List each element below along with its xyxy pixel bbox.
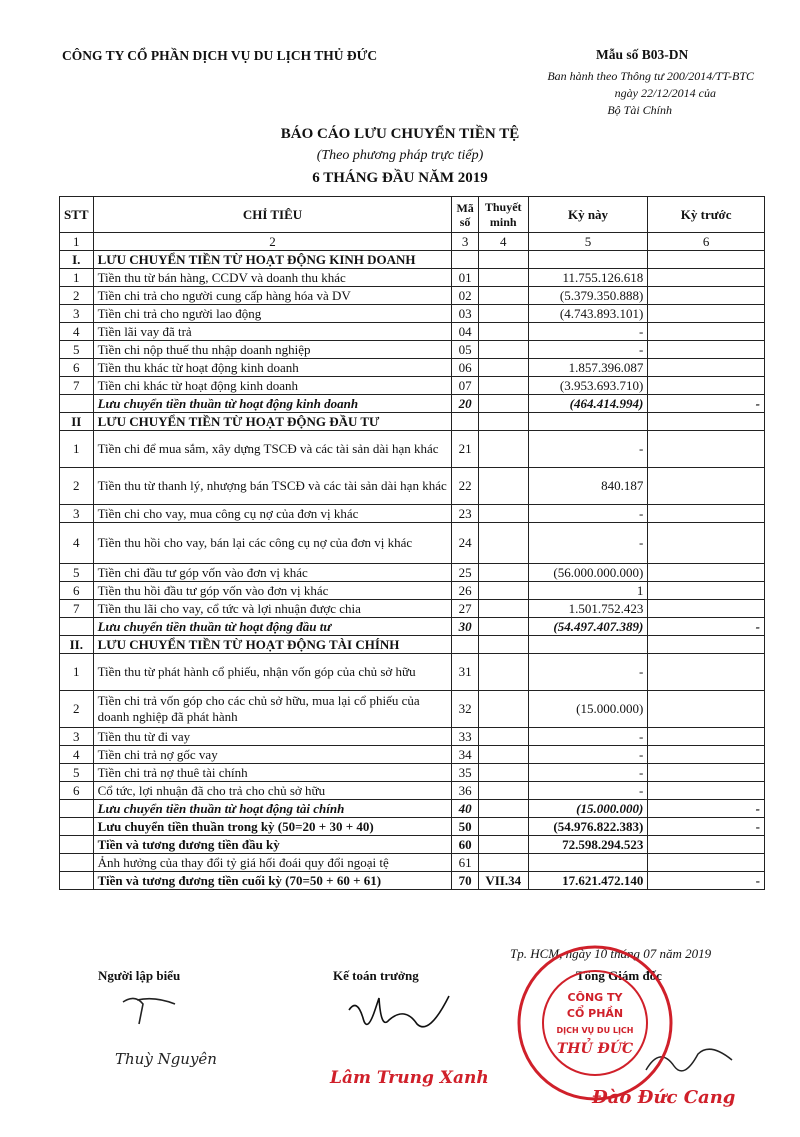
index-cell: 5 <box>528 233 648 251</box>
cell-item: Lưu chuyển tiền thuần từ hoạt động kinh doanh <box>93 395 452 413</box>
cell-current: (56.000.000.000) <box>528 564 648 582</box>
cell-code: 01 <box>452 269 478 287</box>
cell-code <box>452 251 478 269</box>
cell-item: Tiền và tương đương tiền cuối kỳ (70=50 + 60 + 61) <box>93 872 452 890</box>
cell-current <box>528 251 648 269</box>
table-row <box>60 636 765 654</box>
cell-item: Lưu chuyển tiền thuần trong kỳ (50=20 + 30 + 40) <box>93 818 452 836</box>
cell-stt <box>60 395 94 413</box>
cell-previous <box>648 728 765 746</box>
cell-previous <box>648 413 765 431</box>
cell-previous <box>648 431 765 468</box>
stamp-line: CỔ PHẦN <box>566 1007 624 1020</box>
cell-stt: II. <box>60 636 94 654</box>
cell-item: Lưu chuyển tiền thuần từ hoạt động đầu tư <box>93 618 452 636</box>
cell-item: Tiền thu từ đi vay <box>93 728 452 746</box>
cell-note: VII.34 <box>478 872 528 890</box>
cell-note <box>478 377 528 395</box>
report-period: 6 THÁNG ĐẦU NĂM 2019 <box>312 170 488 186</box>
cell-previous <box>648 782 765 800</box>
cell-note <box>478 505 528 523</box>
cell-stt: 2 <box>60 468 94 505</box>
header-code: Mã số <box>452 197 478 233</box>
index-cell: 1 <box>60 233 94 251</box>
cell-stt <box>60 818 94 836</box>
table-row <box>60 413 765 431</box>
cell-previous <box>648 600 765 618</box>
cell-note <box>478 728 528 746</box>
cell-item: Tiền chi cho vay, mua công cụ nợ của đơn vị khác <box>93 505 452 523</box>
cell-note <box>478 764 528 782</box>
cell-previous: - <box>648 618 765 636</box>
cell-code: 25 <box>452 564 478 582</box>
form-basis-line: Bộ Tài Chính <box>607 103 672 117</box>
cell-stt: 6 <box>60 359 94 377</box>
company-name: CÔNG TY CỔ PHẦN DỊCH VỤ DU LỊCH THỦ ĐỨC <box>62 48 378 63</box>
table-row <box>60 305 765 323</box>
table-row <box>60 505 765 523</box>
cell-current: - <box>528 431 648 468</box>
cell-current: (54.976.822.383) <box>528 818 648 836</box>
cell-item: Tiền lãi vay đã trả <box>93 323 452 341</box>
cell-previous <box>648 377 765 395</box>
cell-item: Tiền thu hồi đầu tư góp vốn vào đơn vị khác <box>93 582 452 600</box>
cell-current: - <box>528 654 648 691</box>
cell-current: (464.414.994) <box>528 395 648 413</box>
cell-code: 02 <box>452 287 478 305</box>
cell-previous <box>648 636 765 654</box>
cell-item: Tiền và tương đương tiền đầu kỳ <box>93 836 452 854</box>
director-title: Tổng Giám đốc <box>576 968 662 983</box>
cell-current: - <box>528 728 648 746</box>
cell-current: 1.501.752.423 <box>528 600 648 618</box>
cell-item: Tiền chi trả vốn góp cho các chủ sở hữu, mua lại cổ phiếu của doanh nghiệp đã phát hành <box>93 691 452 728</box>
cell-current: (15.000.000) <box>528 691 648 728</box>
cell-previous <box>648 523 765 564</box>
cell-item: Tiền chi trả cho người lao động <box>93 305 452 323</box>
cell-note <box>478 564 528 582</box>
company-stamp <box>515 943 675 1103</box>
cell-item: LƯU CHUYỂN TIỀN TỪ HOẠT ĐỘNG ĐẦU TƯ <box>93 413 452 431</box>
cell-stt: 4 <box>60 523 94 564</box>
cell-item: Tiền thu khác từ hoạt động kinh doanh <box>93 359 452 377</box>
table-row <box>60 564 765 582</box>
cell-code: 23 <box>452 505 478 523</box>
cell-current: (15.000.000) <box>528 800 648 818</box>
cell-note <box>478 836 528 854</box>
cell-stt: 1 <box>60 431 94 468</box>
cell-item: Tiền thu lãi cho vay, cổ tức và lợi nhuận được chia <box>93 600 452 618</box>
cell-stt: 1 <box>60 654 94 691</box>
cell-current: (5.379.350.888) <box>528 287 648 305</box>
cell-previous: - <box>648 800 765 818</box>
form-basis-line: Ban hành theo Thông tư 200/2014/TT-BTC <box>547 69 754 83</box>
cell-item: Tiền chi khác từ hoạt động kinh doanh <box>93 377 452 395</box>
header-note: Thuyết minh <box>478 197 528 233</box>
cell-item: Tiền thu từ phát hành cổ phiếu, nhận vốn góp của chủ sở hữu <box>93 654 452 691</box>
cell-stt: 7 <box>60 600 94 618</box>
table-row <box>60 523 765 564</box>
cell-code: 36 <box>452 782 478 800</box>
cell-previous <box>648 251 765 269</box>
cell-code: 03 <box>452 305 478 323</box>
cell-stt: I. <box>60 251 94 269</box>
cell-code: 22 <box>452 468 478 505</box>
cell-stt: 3 <box>60 305 94 323</box>
table-row <box>60 818 765 836</box>
report-method: (Theo phương pháp trực tiếp) <box>316 148 484 163</box>
cell-current: 72.598.294.523 <box>528 836 648 854</box>
cell-code: 04 <box>452 323 478 341</box>
table-row <box>60 251 765 269</box>
cell-code: 60 <box>452 836 478 854</box>
cell-note <box>478 691 528 728</box>
cell-stt: II <box>60 413 94 431</box>
cell-code: 35 <box>452 764 478 782</box>
cell-note <box>478 359 528 377</box>
cell-code: 07 <box>452 377 478 395</box>
cell-previous <box>648 287 765 305</box>
cell-current: 11.755.126.618 <box>528 269 648 287</box>
cell-note <box>478 800 528 818</box>
cell-code: 70 <box>452 872 478 890</box>
cell-stt: 6 <box>60 582 94 600</box>
table-row <box>60 395 765 413</box>
cell-current: - <box>528 764 648 782</box>
accountant-signature <box>345 990 455 1045</box>
cell-previous <box>648 341 765 359</box>
table-row <box>60 618 765 636</box>
table-row <box>60 269 765 287</box>
cell-note <box>478 746 528 764</box>
cell-code: 61 <box>452 854 478 872</box>
preparer-name: Thuỳ Nguyên <box>115 1050 217 1068</box>
cell-note <box>478 854 528 872</box>
cell-stt: 5 <box>60 764 94 782</box>
form-basis-line: ngày 22/12/2014 của <box>614 86 716 100</box>
accountant-name: Lâm Trung Xanh <box>330 1068 489 1088</box>
report-title: BÁO CÁO LƯU CHUYỂN TIỀN TỆ <box>280 126 520 142</box>
table-row <box>60 582 765 600</box>
table-row <box>60 341 765 359</box>
cell-note <box>478 618 528 636</box>
cell-note <box>478 251 528 269</box>
cell-code: 32 <box>452 691 478 728</box>
cell-note <box>478 395 528 413</box>
cell-current: 840.187 <box>528 468 648 505</box>
index-cell: 4 <box>478 233 528 251</box>
index-cell: 2 <box>93 233 452 251</box>
table-row <box>60 468 765 505</box>
cell-item: LƯU CHUYỂN TIỀN TỪ HOẠT ĐỘNG TÀI CHÍNH <box>93 636 452 654</box>
cell-item: Tiền chi đầu tư góp vốn vào đơn vị khác <box>93 564 452 582</box>
cell-note <box>478 323 528 341</box>
cell-current <box>528 636 648 654</box>
table-row <box>60 854 765 872</box>
cell-previous <box>648 654 765 691</box>
cell-code <box>452 413 478 431</box>
cell-note <box>478 413 528 431</box>
cell-stt: 2 <box>60 287 94 305</box>
cell-note <box>478 636 528 654</box>
table-row <box>60 800 765 818</box>
index-cell: 6 <box>648 233 765 251</box>
form-basis <box>524 68 754 119</box>
table-row <box>60 782 765 800</box>
cell-stt: 6 <box>60 782 94 800</box>
table-row <box>60 600 765 618</box>
table-row <box>60 323 765 341</box>
cell-current <box>528 413 648 431</box>
index-cell: 3 <box>452 233 478 251</box>
form-number: Mẫu số B03-DN <box>596 47 689 62</box>
cell-note <box>478 341 528 359</box>
cell-code: 27 <box>452 600 478 618</box>
cell-note <box>478 818 528 836</box>
cell-stt <box>60 800 94 818</box>
cell-current <box>528 854 648 872</box>
cell-current: (3.953.693.710) <box>528 377 648 395</box>
header-stt: STT <box>60 197 94 233</box>
cell-note <box>478 654 528 691</box>
cell-current: 17.621.472.140 <box>528 872 648 890</box>
cell-previous <box>648 323 765 341</box>
header-current: Kỳ này <box>528 197 648 233</box>
director-name: Đào Đức Cang <box>592 1087 736 1108</box>
cell-code: 50 <box>452 818 478 836</box>
stamp-line: DỊCH VỤ DU LỊCH <box>556 1026 634 1035</box>
cell-stt <box>60 836 94 854</box>
cell-code: 33 <box>452 728 478 746</box>
cell-code: 26 <box>452 582 478 600</box>
header-previous: Kỳ trước <box>648 197 765 233</box>
cell-previous <box>648 764 765 782</box>
cell-current: 1.857.396.087 <box>528 359 648 377</box>
cell-item: Ảnh hưởng của thay đổi tỷ giá hối đoái quy đổi ngoại tệ <box>93 854 452 872</box>
cell-note <box>478 305 528 323</box>
cell-note <box>478 582 528 600</box>
cell-stt: 4 <box>60 746 94 764</box>
cell-note <box>478 600 528 618</box>
cell-previous <box>648 746 765 764</box>
cell-item: Tiền chi trả cho người cung cấp hàng hóa và DV <box>93 287 452 305</box>
cell-stt: 5 <box>60 341 94 359</box>
cell-item: Tiền chi trả nợ gốc vay <box>93 746 452 764</box>
cell-note <box>478 269 528 287</box>
cell-code <box>452 636 478 654</box>
cell-stt <box>60 854 94 872</box>
cell-code: 31 <box>452 654 478 691</box>
preparer-title: Người lập biểu <box>98 968 181 983</box>
cell-previous <box>648 269 765 287</box>
cell-stt: 4 <box>60 323 94 341</box>
cash-flow-table <box>59 196 765 890</box>
table-row <box>60 872 765 890</box>
stamp-line: THỦ ĐỨC <box>556 1041 634 1057</box>
cell-previous: - <box>648 818 765 836</box>
cell-stt: 3 <box>60 728 94 746</box>
cell-code: 24 <box>452 523 478 564</box>
cell-previous <box>648 305 765 323</box>
cell-stt: 2 <box>60 691 94 728</box>
cell-note <box>478 782 528 800</box>
cell-stt: 1 <box>60 269 94 287</box>
cell-item: Tiền chi để mua sắm, xây dựng TSCĐ và các tài sản dài hạn khác <box>93 431 452 468</box>
cell-item: Tiền chi trả nợ thuê tài chính <box>93 764 452 782</box>
table-row <box>60 728 765 746</box>
cell-previous <box>648 691 765 728</box>
cell-note <box>478 523 528 564</box>
cell-previous <box>648 854 765 872</box>
cell-code: 21 <box>452 431 478 468</box>
place-date: Tp. HCM, ngày 10 tháng 07 năm 2019 <box>510 946 712 961</box>
cell-stt: 7 <box>60 377 94 395</box>
stamp-line: CÔNG TY <box>567 991 623 1004</box>
table-row <box>60 431 765 468</box>
cell-current: - <box>528 341 648 359</box>
cell-item: Tiền thu từ bán hàng, CCDV và doanh thu khác <box>93 269 452 287</box>
cell-current: (54.497.407.389) <box>528 618 648 636</box>
cell-current: (4.743.893.101) <box>528 305 648 323</box>
cell-current: - <box>528 782 648 800</box>
cell-current: - <box>528 505 648 523</box>
cell-current: - <box>528 746 648 764</box>
cell-previous: - <box>648 872 765 890</box>
cell-note <box>478 468 528 505</box>
cell-stt <box>60 618 94 636</box>
cell-item: Tiền thu từ thanh lý, nhượng bán TSCĐ và các tài sản dài hạn khác <box>93 468 452 505</box>
cell-code: 40 <box>452 800 478 818</box>
header-item: CHỈ TIÊU <box>93 197 452 233</box>
cell-previous: - <box>648 395 765 413</box>
cell-item: Tiền thu hồi cho vay, bán lại các công cụ nợ của đơn vị khác <box>93 523 452 564</box>
preparer-signature <box>115 990 185 1030</box>
cell-previous <box>648 468 765 505</box>
table-row <box>60 377 765 395</box>
cell-item: Tiền chi nộp thuế thu nhập doanh nghiệp <box>93 341 452 359</box>
table-row <box>60 691 765 728</box>
cell-stt: 5 <box>60 564 94 582</box>
cell-stt <box>60 872 94 890</box>
accountant-title: Kế toán trưởng <box>333 968 419 983</box>
cell-previous <box>648 564 765 582</box>
cell-current: - <box>528 523 648 564</box>
cell-code: 34 <box>452 746 478 764</box>
cell-code: 06 <box>452 359 478 377</box>
cell-stt: 3 <box>60 505 94 523</box>
cell-item: Lưu chuyển tiền thuần từ hoạt động tài chính <box>93 800 452 818</box>
cell-current: - <box>528 323 648 341</box>
cell-note <box>478 431 528 468</box>
table-row <box>60 836 765 854</box>
table-row <box>60 764 765 782</box>
table-row <box>60 746 765 764</box>
cell-previous <box>648 505 765 523</box>
cell-previous <box>648 359 765 377</box>
cell-item: Cổ tức, lợi nhuận đã cho trả cho chủ sở hữu <box>93 782 452 800</box>
table-row <box>60 287 765 305</box>
table-row <box>60 654 765 691</box>
cell-previous <box>648 836 765 854</box>
cell-previous <box>648 582 765 600</box>
cell-current: 1 <box>528 582 648 600</box>
table-row <box>60 359 765 377</box>
cell-item: LƯU CHUYỂN TIỀN TỪ HOẠT ĐỘNG KINH DOANH <box>93 251 452 269</box>
cell-code: 05 <box>452 341 478 359</box>
cell-note <box>478 287 528 305</box>
cell-code: 20 <box>452 395 478 413</box>
cell-code: 30 <box>452 618 478 636</box>
